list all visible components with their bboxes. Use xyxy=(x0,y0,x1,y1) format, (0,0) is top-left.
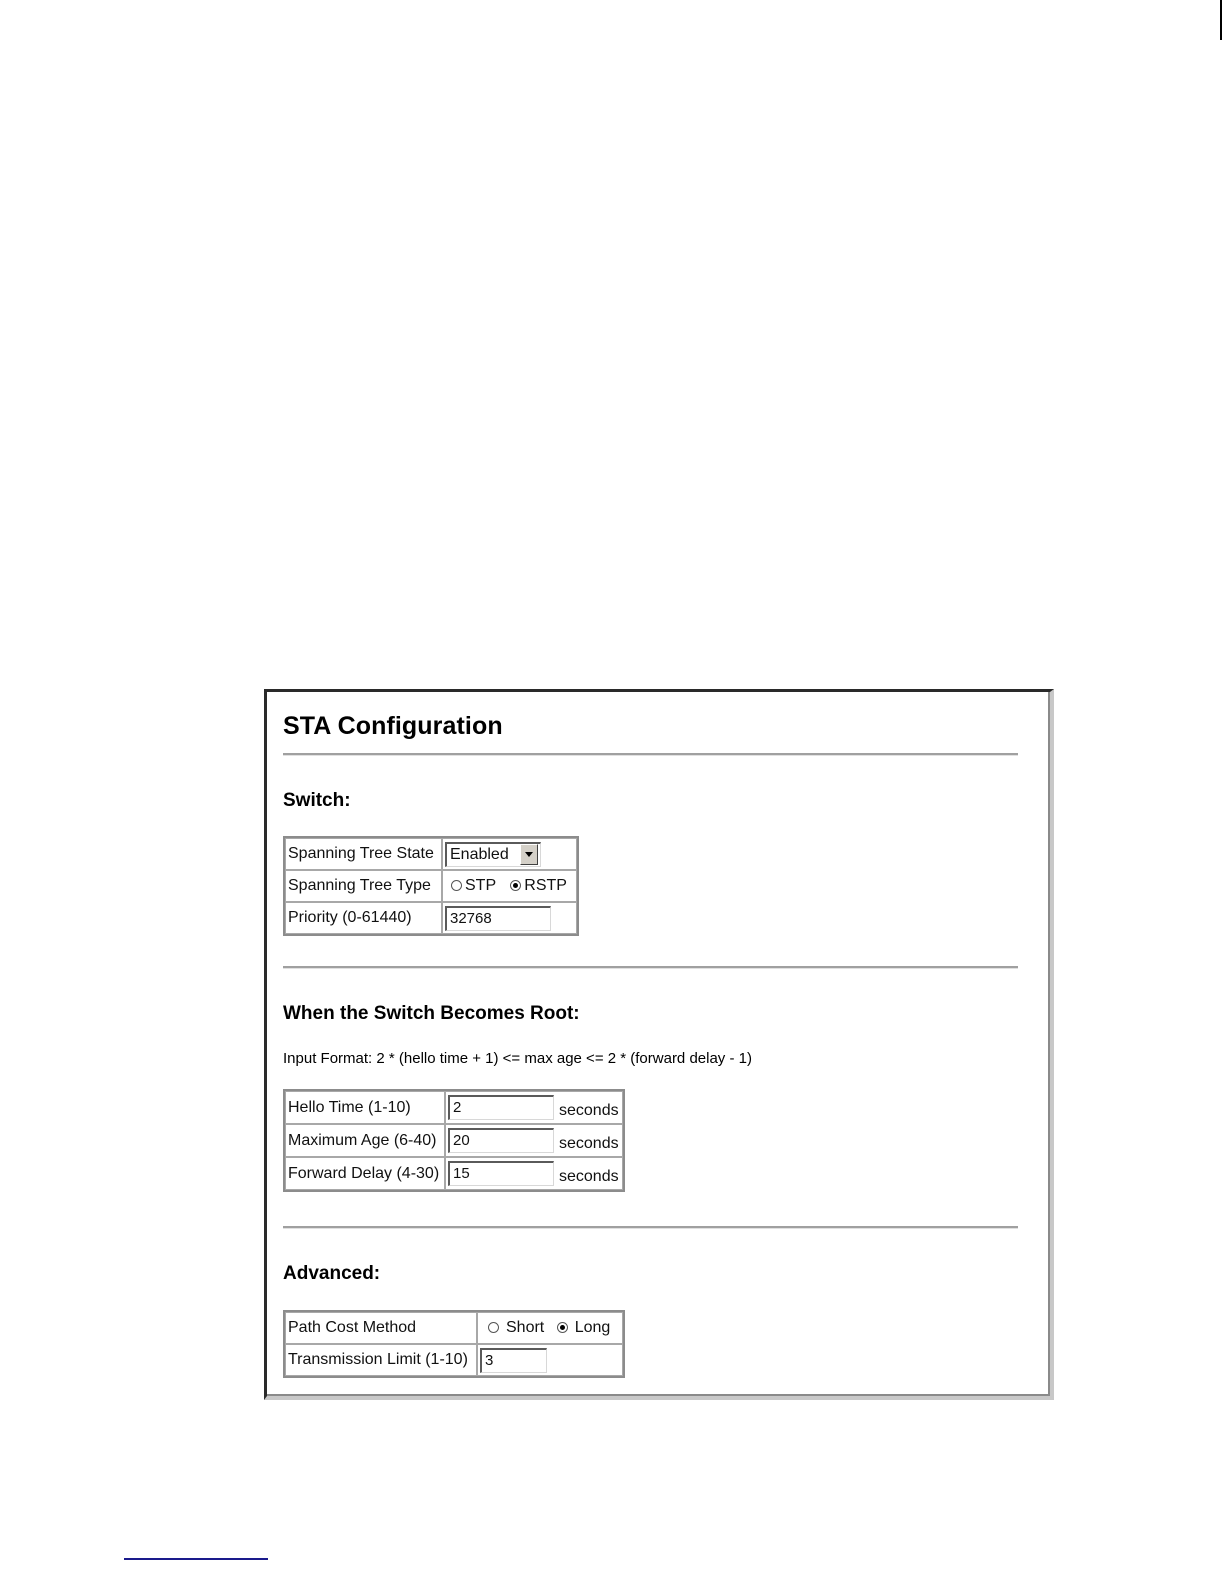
transmission-limit-input[interactable]: 3 xyxy=(480,1348,547,1373)
switch-settings-table xyxy=(283,836,579,936)
hello-time-unit: seconds xyxy=(559,1101,619,1119)
stp-radio-label[interactable]: STP xyxy=(465,877,496,894)
long-radio[interactable] xyxy=(557,1322,568,1333)
spanning-tree-state-label: Spanning Tree State xyxy=(285,838,442,870)
divider xyxy=(283,753,1018,756)
rstp-radio-label[interactable]: RSTP xyxy=(524,877,567,894)
table-row xyxy=(285,1091,623,1124)
maximum-age-unit: seconds xyxy=(559,1134,619,1152)
transmission-limit-label: Transmission Limit (1-10) xyxy=(285,1344,477,1376)
forward-delay-unit: seconds xyxy=(559,1167,619,1185)
spanning-tree-type-cell xyxy=(442,870,577,902)
footnote-rule xyxy=(124,1558,268,1560)
divider xyxy=(283,966,1018,969)
path-cost-method-cell xyxy=(477,1312,623,1344)
switch-heading: Switch: xyxy=(283,790,351,811)
advanced-settings-table xyxy=(283,1310,625,1378)
table-row xyxy=(285,870,577,902)
spanning-tree-state-cell xyxy=(442,838,577,870)
priority-cell xyxy=(442,902,577,934)
hello-time-input[interactable]: 2 xyxy=(448,1095,554,1120)
forward-delay-label: Forward Delay (4-30) xyxy=(285,1157,445,1190)
page-title: STA Configuration xyxy=(283,712,503,740)
input-format-note: Input Format: 2 * (hello time + 1) <= max age <= 2 * (forward delay - 1) xyxy=(283,1050,752,1067)
short-radio[interactable] xyxy=(488,1322,499,1333)
table-row xyxy=(285,838,577,870)
sta-configuration-screenshot xyxy=(264,689,1054,1400)
priority-label: Priority (0-61440) xyxy=(285,902,442,934)
long-radio-label[interactable]: Long xyxy=(574,1319,611,1336)
table-row xyxy=(285,1124,623,1157)
screenshot-frame xyxy=(267,692,1050,1396)
root-timers-table xyxy=(283,1089,625,1192)
table-row xyxy=(285,1157,623,1190)
stp-radio[interactable] xyxy=(451,880,462,891)
forward-delay-cell xyxy=(445,1157,623,1190)
hello-time-cell xyxy=(445,1091,623,1124)
advanced-heading: Advanced: xyxy=(283,1263,381,1284)
page-edge-rule xyxy=(1220,0,1222,40)
table-row xyxy=(285,1312,623,1344)
chevron-down-icon[interactable] xyxy=(520,844,538,865)
divider xyxy=(283,1226,1018,1229)
spanning-tree-state-value: Enabled xyxy=(450,845,509,863)
table-row xyxy=(285,902,577,934)
rstp-radio[interactable] xyxy=(510,880,521,891)
short-radio-label[interactable]: Short xyxy=(506,1319,545,1336)
root-heading: When the Switch Becomes Root: xyxy=(283,1003,580,1024)
maximum-age-cell xyxy=(445,1124,623,1157)
forward-delay-input[interactable]: 15 xyxy=(448,1161,554,1186)
transmission-limit-cell xyxy=(477,1344,623,1376)
priority-input[interactable]: 32768 xyxy=(445,906,551,931)
path-cost-method-label: Path Cost Method xyxy=(285,1312,477,1344)
spanning-tree-type-label: Spanning Tree Type xyxy=(285,870,442,902)
maximum-age-label: Maximum Age (6-40) xyxy=(285,1124,445,1157)
maximum-age-input[interactable]: 20 xyxy=(448,1128,554,1153)
hello-time-label: Hello Time (1-10) xyxy=(285,1091,445,1124)
table-row xyxy=(285,1344,623,1376)
spanning-tree-state-select[interactable] xyxy=(445,842,541,867)
